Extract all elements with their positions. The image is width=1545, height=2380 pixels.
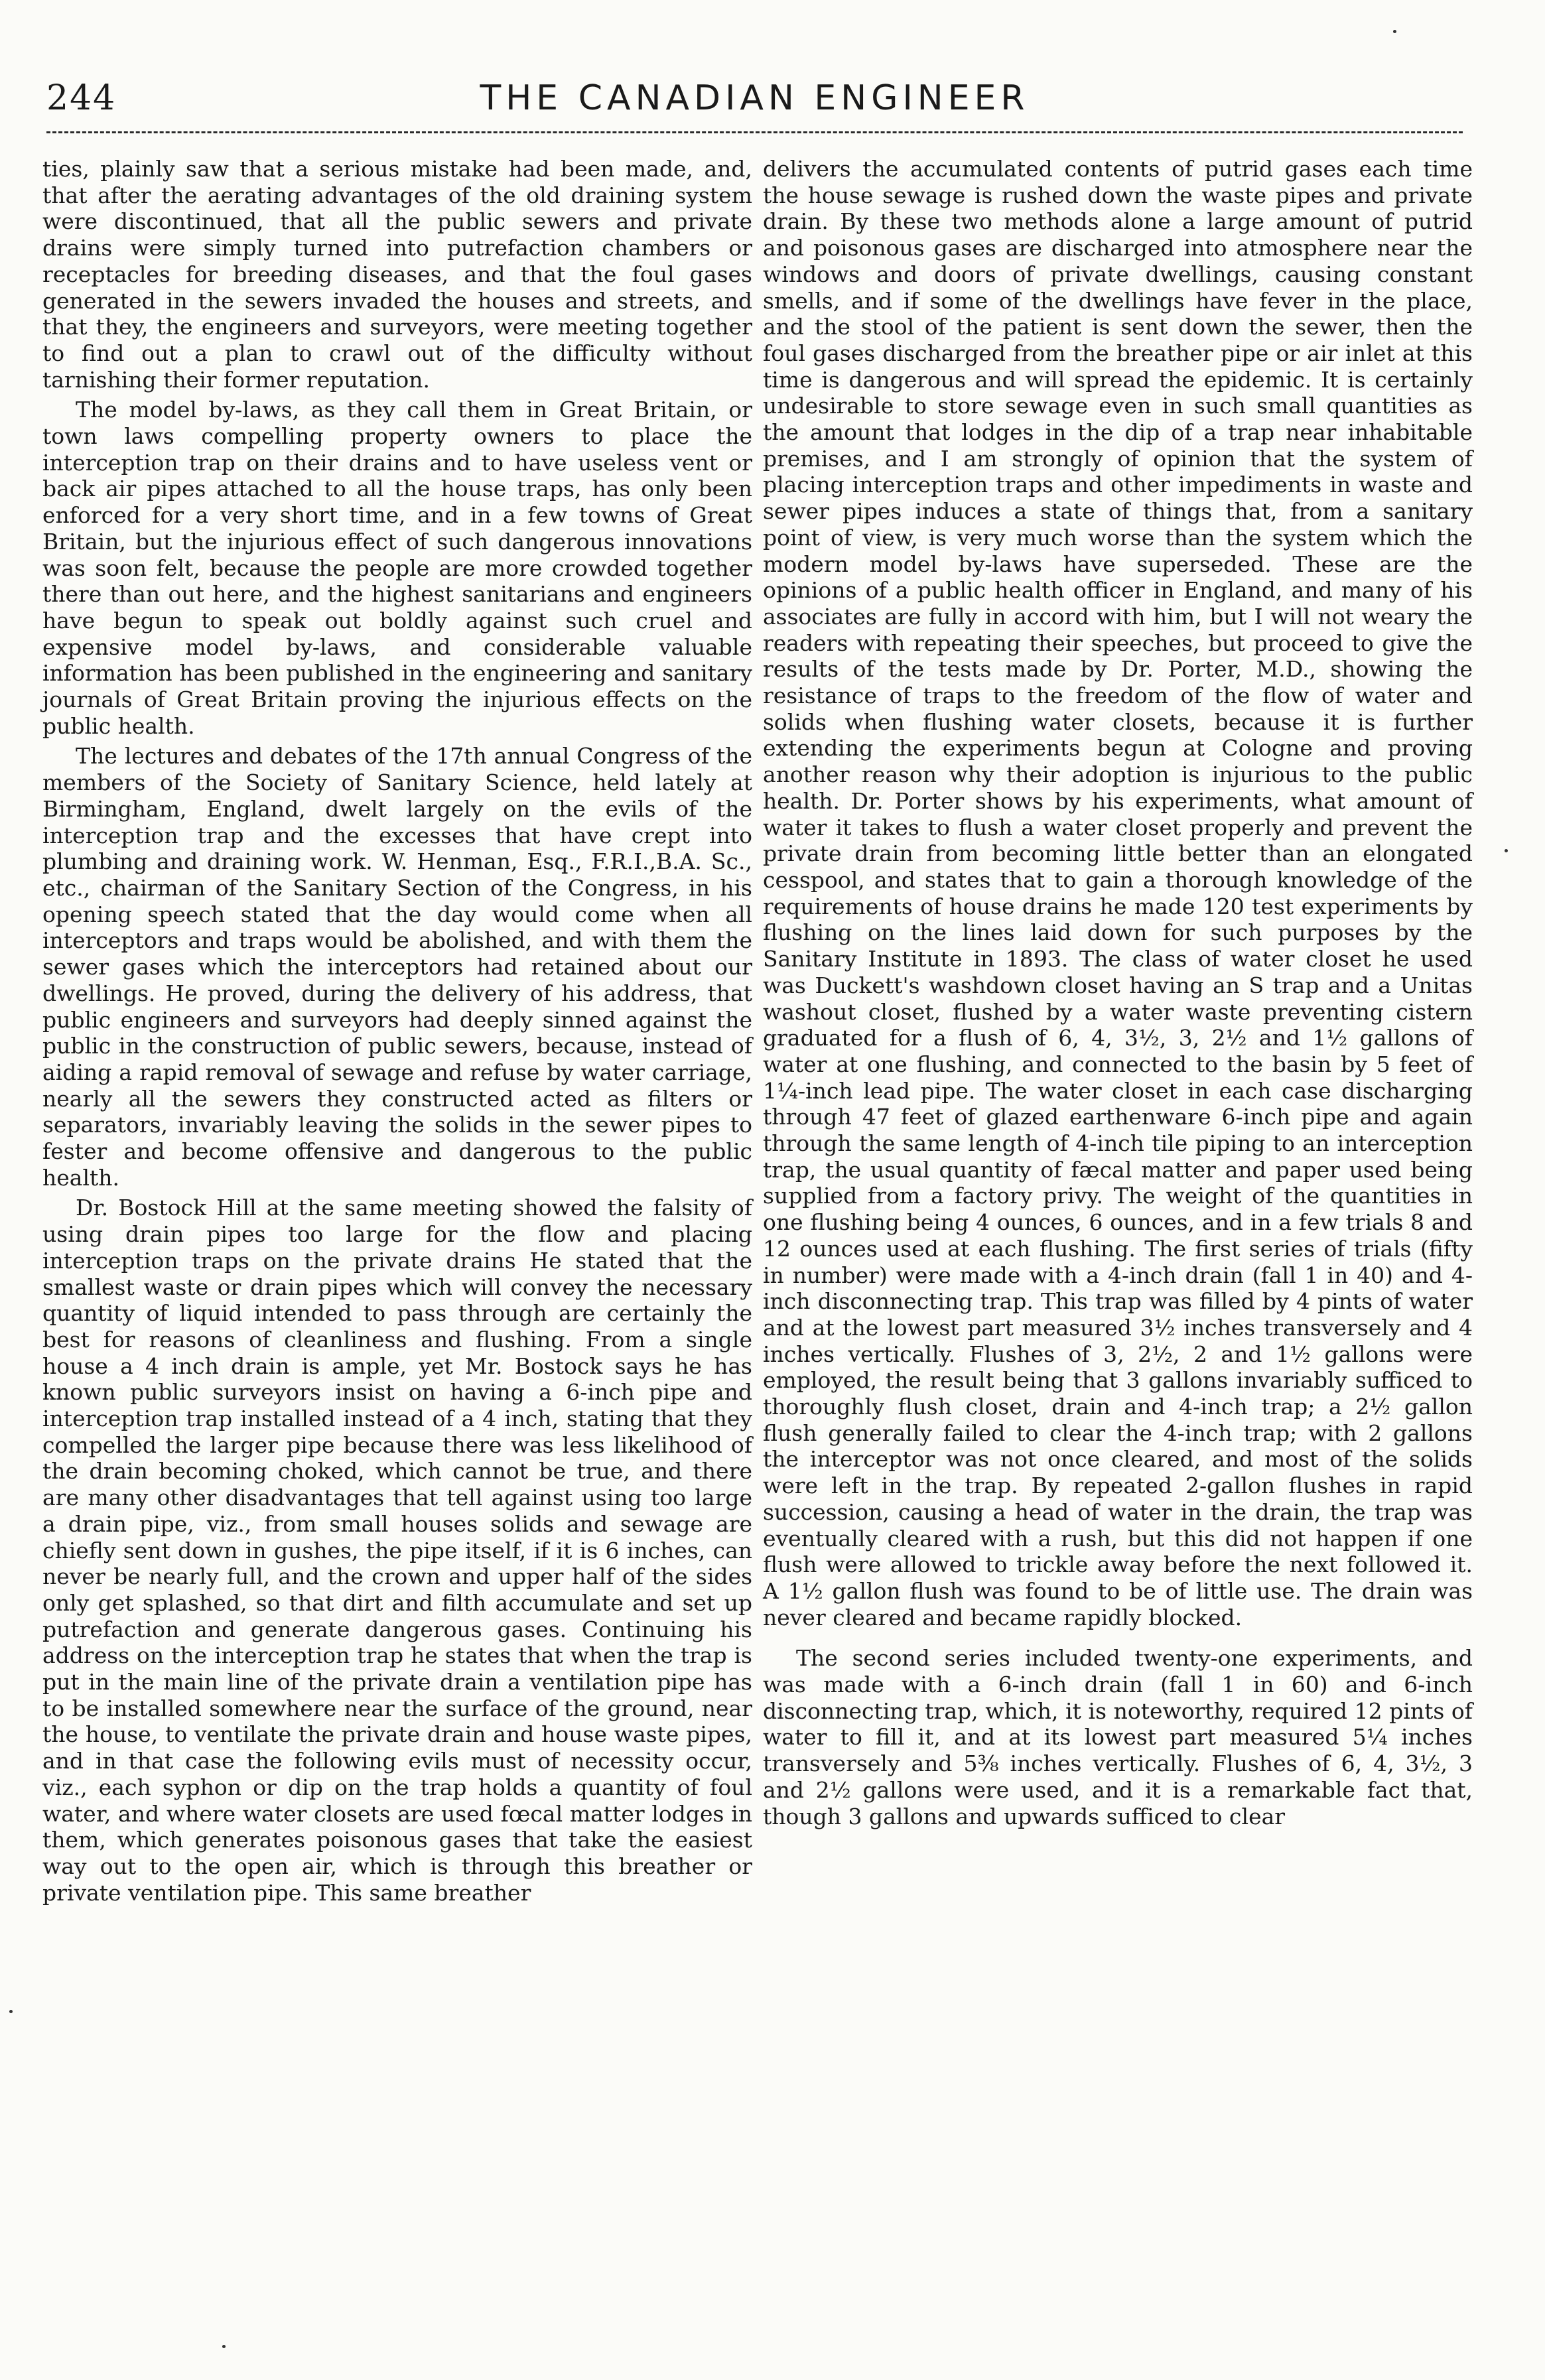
left-column bbox=[42, 156, 752, 1910]
paragraph: ties, plainly saw that a serious mistake had been made, and, that after the aerating advantages of the old draining system were discontinued, that all the public sewers and private drains were simply turned into putrefaction chambers or receptacles for breeding diseases, and that the foul gases generated in the sewers invaded the houses and streets, and that they, the engineers and surveyors, were meeting together to find out a plan to crawl out of the difficulty without tarnishing their former reputation. bbox=[42, 156, 752, 393]
scan-speck bbox=[9, 2010, 13, 2013]
journal-title: THE CANADIAN ENGINEER bbox=[480, 78, 1030, 118]
running-header bbox=[46, 78, 1463, 133]
paragraph: delivers the accumulated contents of putrid gases each time the house sewage is rushed down the waste pipes and private drain. By these two methods alone a large amount of putrid and poisonous gases are discharged into atmosphere near the windows and doors of private dwellings, causing constant smells, and if some of the dwellings have fever in the place, and the stool of the patient is sent down the sewer, then the foul gases discharged from the breather pipe or air inlet at this time is dangerous and will spread the epidemic. It is certainly undesirable to store sewage even in such small quantities as the amount that lodges in the dip of a trap near inhabitable premises, and I am strongly of opinion that the system of placing interception traps and other impediments in waste and sewer pipes induces a state of things that, from a sanitary point of view, is very much worse than the system which the modern model by-laws have superseded. These are the opinions of a public health officer in England, and many of his associates are fully in accord with him, but I will not weary the readers with repeating their speeches, but proceed to give the results of the tests made by Dr. Porter, M.D., showing the resistance of traps to the freedom of the flow of water and solids when flushing water closets, because it is further extending the experiments begun at Cologne and proving another reason why their adoption is injurious to the public health. Dr. Porter shows by his experiments, what amount of water it takes to flush a water closet properly and prevent the private drain from becoming little better than an elongated cesspool, and states that to gain a thorough knowledge of the requirements of house drains he made 120 test experiments by flushing on the lines laid down for such purposes by the Sanitary Institute in 1893. The class of water closet he used was Duckett's washdown closet having an S trap and a Unitas washout closet, flushed by a water waste preventing cistern graduated for a flush of 6, 4, 3½, 3, 2½ and 1½ gallons of water at one flushing, and connected to the basin by 5 feet of 1¼-inch lead pipe. The water closet in each case discharging through 47 feet of glazed earthenware 6-inch pipe and again through the same length of 4-inch tile piping to an interception trap, the usual quantity of fæcal matter and paper used being supplied from a factory privy. The weight of the quantities in one flushing being 4 ounces, 6 ounces, and in a few trials 8 and 12 ounces used at each flushing. The first series of trials (fifty in number) were made with a 4-inch drain (fall 1 in 40) and 4-inch disconnecting trap. This trap was filled by 4 pints of water and at the lowest part measured 3½ inches transversely and 4 inches vertically. Flushes of 3, 2½, 2 and 1½ gallons were employed, the result being that 3 gallons invariably sufficed to thoroughly flush closet, drain and 4-inch trap; a 2½ gallon flush generally failed to clear the 4-inch trap; with 2 gallons the interceptor was not once cleared, and most of the solids were left in the trap. By repeated 2-gallon flushes in rapid succession, causing a head of water in the drain, the trap was eventually cleared with a rush, but this did not happen if one flush were allowed to trickle away before the next followed it. A 1½ gallon flush was found to be of little use. The drain was never cleared and became rapidly blocked. bbox=[763, 156, 1473, 1630]
paragraph: Dr. Bostock Hill at the same meeting showed the falsity of using drain pipes too large for the flow and placing interception traps on the private drains He stated that the smallest waste or drain pipes which will convey the necessary quantity of liquid intended to pass through are certainly the best for reasons of cleanliness and flushing. From a single house a 4 inch drain is ample, yet Mr. Bostock says he has known public surveyors insist on having a 6-inch pipe and interception trap installed instead of a 4 inch, stating that they compelled the larger pipe because there was less likelihood of the drain becoming choked, which cannot be true, and there are many other disadvantages that tell against using too large a drain pipe, viz., from small houses solids and sewage are chiefly sent down in gushes, the pipe itself, if it is 6 inches, can never be nearly full, and the crown and upper half of the sides only get splashed, so that dirt and filth accumulate and set up putrefaction and generate dangerous gases. Continuing his address on the interception trap he states that when the trap is put in the main line of the private drain a ventilation pipe has to be installed somewhere near the surface of the ground, near the house, to ventilate the private drain and house waste pipes, and in that case the following evils must of necessity occur, viz., each syphon or dip on the trap holds a quantity of foul water, and where water closets are used fœcal matter lodges in them, which generates poisonous gases that take the easiest way out to the open air, which is through this breather or private ventilation pipe. This same breather bbox=[42, 1195, 752, 1906]
paragraph: The lectures and debates of the 17th annual Congress of the members of the Society of Sanitary Science, held lately at Birmingham, England, dwelt largely on the evils of the interception trap and the excesses that have crept into plumbing and draining work. W. Henman, Esq., F.R.I.,B.A. Sc., etc., chairman of the Sanitary Section of the Congress, in his opening speech stated that the day would come when all interceptors and traps would be abolished, and with them the sewer gases which the interceptors had retained about our dwellings. He proved, during the delivery of his address, that public engineers and surveyors had deeply sinned against the public in the construction of public sewers, because, instead of aiding a rapid removal of sewage and refuse by water carriage, nearly all the sewers they constructed acted as filters or separators, invariably leaving the solids in the sewer pipes to fester and become offensive and dangerous to the public health. bbox=[42, 743, 752, 1191]
paragraph: The second series included twenty-one experiments, and was made with a 6-inch drain (fall 1 in 60) and 6-inch disconnecting trap, which, it is noteworthy, required 12 pints of water to fill it, and at its lowest part measured 5¼ inches transversely and 5⅜ inches vertically. Flushes of 6, 4, 3½, 3 and 2½ gallons were used, and it is a remarkable fact that, though 3 gallons and upwards sufficed to clear bbox=[763, 1645, 1473, 1829]
paragraph: The model by-laws, as they call them in Great Britain, or town laws compelling property owners to place the interception trap on their drains and to have useless vent or back air pipes attached to all the house traps, has only been enforced for a very short time, and in a few towns of Great Britain, but the injurious effect of such dangerous innovations was soon felt, because the people are more crowded together there than out here, and the highest sanitarians and engineers have begun to speak out boldly against such cruel and expensive model by-laws, and considerable valuable information has been published in the engineering and sanitary journals of Great Britain proving the injurious effects on the public health. bbox=[42, 397, 752, 739]
right-column bbox=[763, 156, 1473, 1833]
scan-speck bbox=[1505, 849, 1508, 852]
page-number: 244 bbox=[46, 78, 117, 118]
scan-speck bbox=[1393, 30, 1396, 33]
scan-speck bbox=[222, 2345, 226, 2348]
